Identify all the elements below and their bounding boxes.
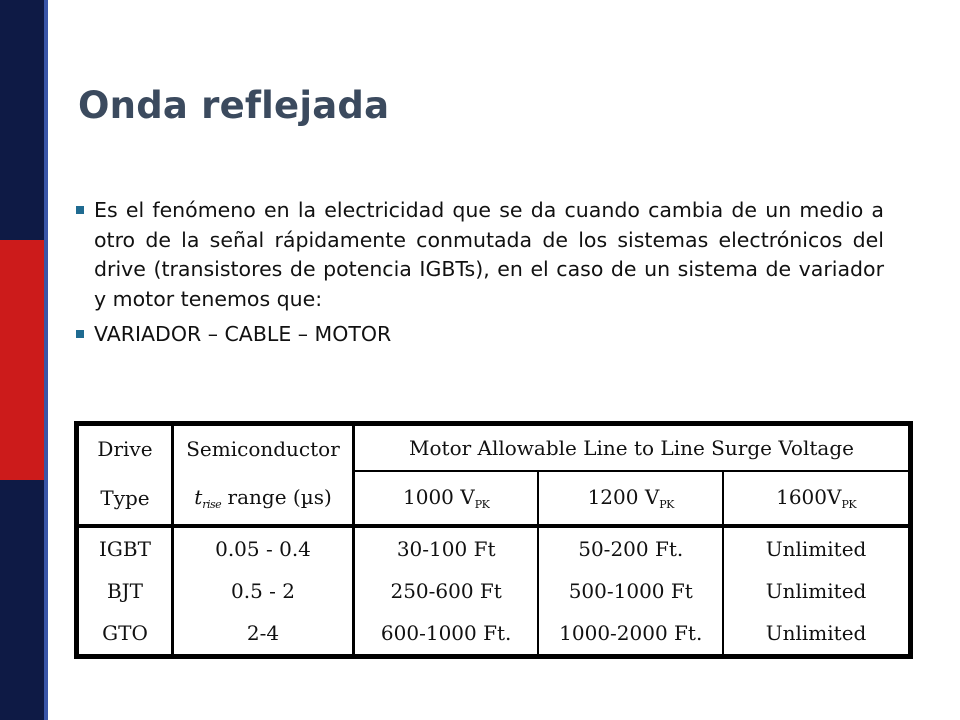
header-drive: Drive: [79, 426, 173, 471]
header-type: Type: [79, 471, 173, 526]
bullet-text: VARIADOR – CABLE – MOTOR: [94, 322, 392, 346]
header-1200v: [538, 471, 723, 526]
header-rise-range: [173, 471, 354, 526]
cell-rise-range: 2-4: [173, 612, 354, 654]
voltage-value: 1200 V: [587, 485, 660, 509]
peak-subscript: PK: [659, 498, 674, 511]
square-bullet-icon: [76, 206, 84, 214]
cell-1200v: 50-200 Ft.: [538, 526, 723, 570]
bullet-text: Es el fenómeno en la electricidad que se da cuando cambia de un medio a otro de la señal rápidamente conmutada de los sistemas electrónicos del drive (transistores de potencia IGBTs), en el caso de un sistema de variador y motor tenemos que:: [94, 198, 884, 311]
table-row: [79, 612, 908, 654]
table-header-row: [79, 426, 908, 471]
voltage-value: 1600V: [776, 485, 842, 509]
rise-subscript: rise: [202, 497, 222, 511]
cell-1000v: 250-600 Ft: [354, 570, 539, 612]
header-surge-voltage: Motor Allowable Line to Line Surge Voltage: [354, 426, 909, 471]
surge-voltage-table: [74, 421, 913, 659]
cell-1600v: Unlimited: [765, 621, 867, 645]
cell-1600v: Unlimited: [765, 579, 867, 603]
slide-title: Onda reflejada: [78, 84, 390, 127]
square-bullet-icon: [76, 330, 84, 338]
cell-drive-type: BJT: [79, 570, 173, 612]
cell-1200v: 500-1000 Ft: [538, 570, 723, 612]
cell-rise-range: 0.5 - 2: [173, 570, 354, 612]
header-1600v: [723, 471, 908, 526]
bullet-item: [76, 196, 884, 314]
cell-1000v: 600-1000 Ft.: [354, 612, 539, 654]
table-row: [79, 526, 908, 570]
voltage-value: 1000 V: [403, 485, 475, 509]
cell-1600v: Unlimited: [765, 537, 867, 561]
cell-1000v: 30-100 Ft: [354, 526, 539, 570]
header-semiconductor: Semiconductor: [173, 426, 354, 471]
rise-time-symbol: t: [194, 484, 203, 509]
table-subheader-row: [79, 471, 908, 526]
cell-1200v: 1000-2000 Ft.: [538, 612, 723, 654]
peak-subscript: PK: [474, 498, 490, 511]
left-bar-top: [0, 0, 44, 240]
left-bar-middle: [0, 240, 44, 480]
cell-rise-range: 0.05 - 0.4: [173, 526, 354, 570]
table-row: [79, 570, 908, 612]
left-bar-stripe: [44, 0, 48, 720]
cell-drive-type: IGBT: [79, 526, 173, 570]
surge-table-grid: [79, 426, 908, 654]
header-1000v: [354, 471, 539, 526]
range-text: range (µs): [221, 484, 332, 509]
cell-drive-type: GTO: [79, 612, 173, 654]
peak-subscript: PK: [841, 498, 857, 511]
bullet-list: [76, 196, 884, 350]
bullet-item: [76, 320, 884, 350]
left-bar-bottom: [0, 480, 44, 720]
